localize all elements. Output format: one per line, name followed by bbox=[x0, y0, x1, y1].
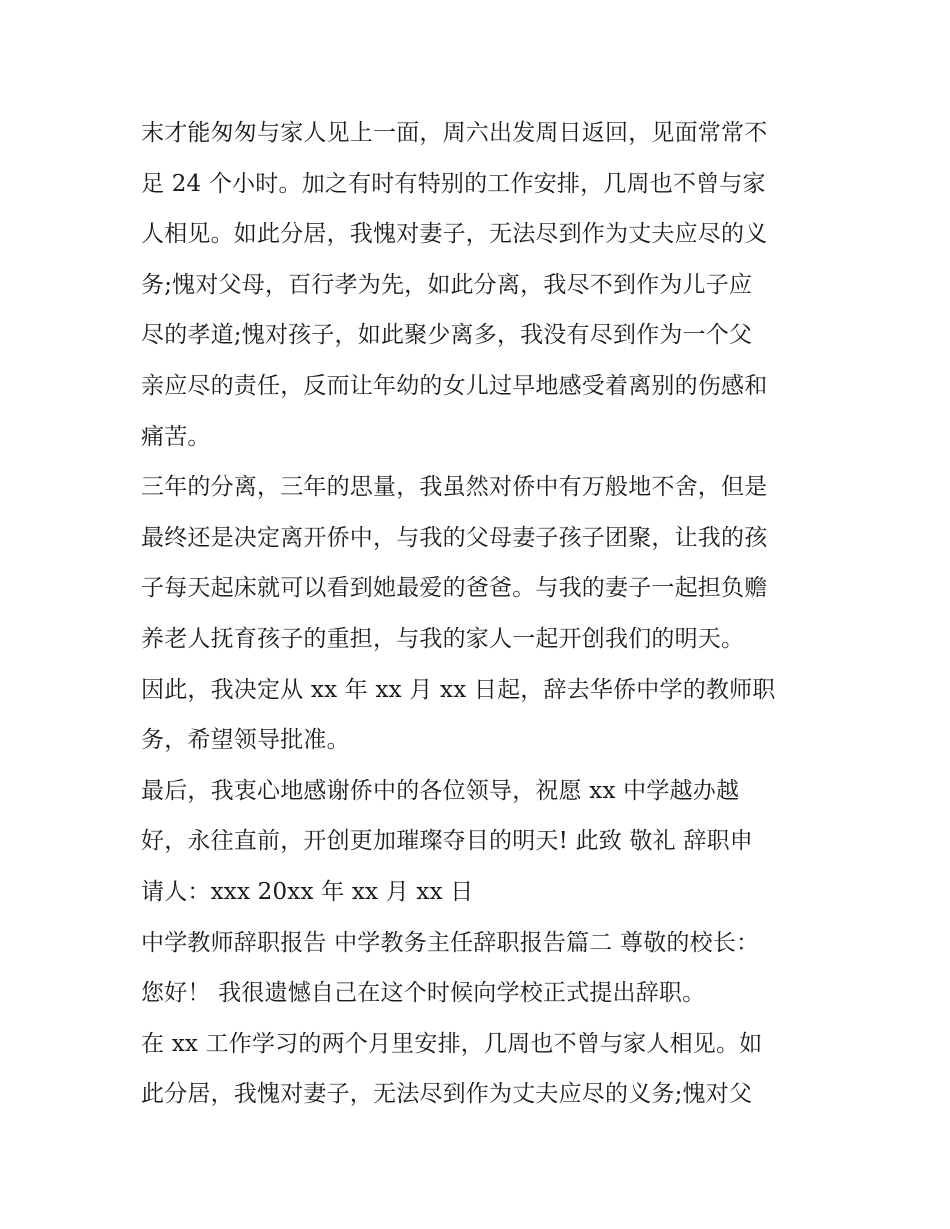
text-line: 好，永往直前，开创更加璀璨夺目的明天! 此致 敬礼 辞职申 bbox=[141, 828, 753, 855]
text-line: 中学教师辞职报告 中学教务主任辞职报告篇二 尊敬的校长： bbox=[141, 929, 760, 956]
text-line: 最后，我衷心地感谢侨中的各位领导，祝愿 xx 中学越办越 bbox=[141, 777, 740, 804]
text-line: 最终还是决定离开侨中，与我的父母妻子孩子团聚，让我的孩 bbox=[141, 524, 768, 551]
text-line: 末才能匆匆与家人见上一面，周六出发周日返回，见面常常不 bbox=[141, 120, 768, 146]
text-line: 人相见。如此分居，我愧对妻子，无法尽到作为丈夫应尽的义 bbox=[141, 221, 768, 248]
text-line: 在 xx 工作学习的两个月里安排，几周也不曾与家人相见。如 bbox=[141, 1030, 763, 1057]
body-text bbox=[141, 108, 821, 1120]
text-line: 子每天起床就可以看到她最爱的爸爸。与我的妻子一起担负赡 bbox=[141, 575, 768, 602]
text-line: 务，希望领导批准。 bbox=[141, 727, 350, 754]
text-line: 您好！ 我很遗憾自己在这个时候向学校正式提出辞职。 bbox=[141, 980, 706, 1007]
text-line: 养老人抚育孩子的重担，与我的家人一起开创我们的明天。 bbox=[141, 625, 745, 652]
text-line: 足 24 个小时。加之有时有特别的工作安排，几周也不曾与家 bbox=[141, 170, 766, 197]
text-line: 尽的孝道;愧对孩子，如此聚少离多，我没有尽到作为一个父 bbox=[141, 322, 753, 349]
text-line: 因此，我决定从 xx 年 xx 月 xx 日起，辞去华侨中学的教师职 bbox=[141, 676, 776, 703]
text-line: 请人：xxx 20xx 年 xx 月 xx 日 bbox=[141, 878, 474, 905]
text-line: 此分居，我愧对妻子，无法尽到作为丈夫应尽的义务;愧对父 bbox=[141, 1081, 753, 1108]
text-line: 三年的分离，三年的思量，我虽然对侨中有万般地不舍，但是 bbox=[141, 474, 768, 501]
text-line: 痛苦。 bbox=[141, 423, 211, 450]
text-line: 务;愧对父母，百行孝为先，如此分离，我尽不到作为儿子应 bbox=[141, 271, 753, 298]
text-line: 亲应尽的责任，反而让年幼的女儿过早地感受着离别的伤感和 bbox=[141, 372, 768, 399]
